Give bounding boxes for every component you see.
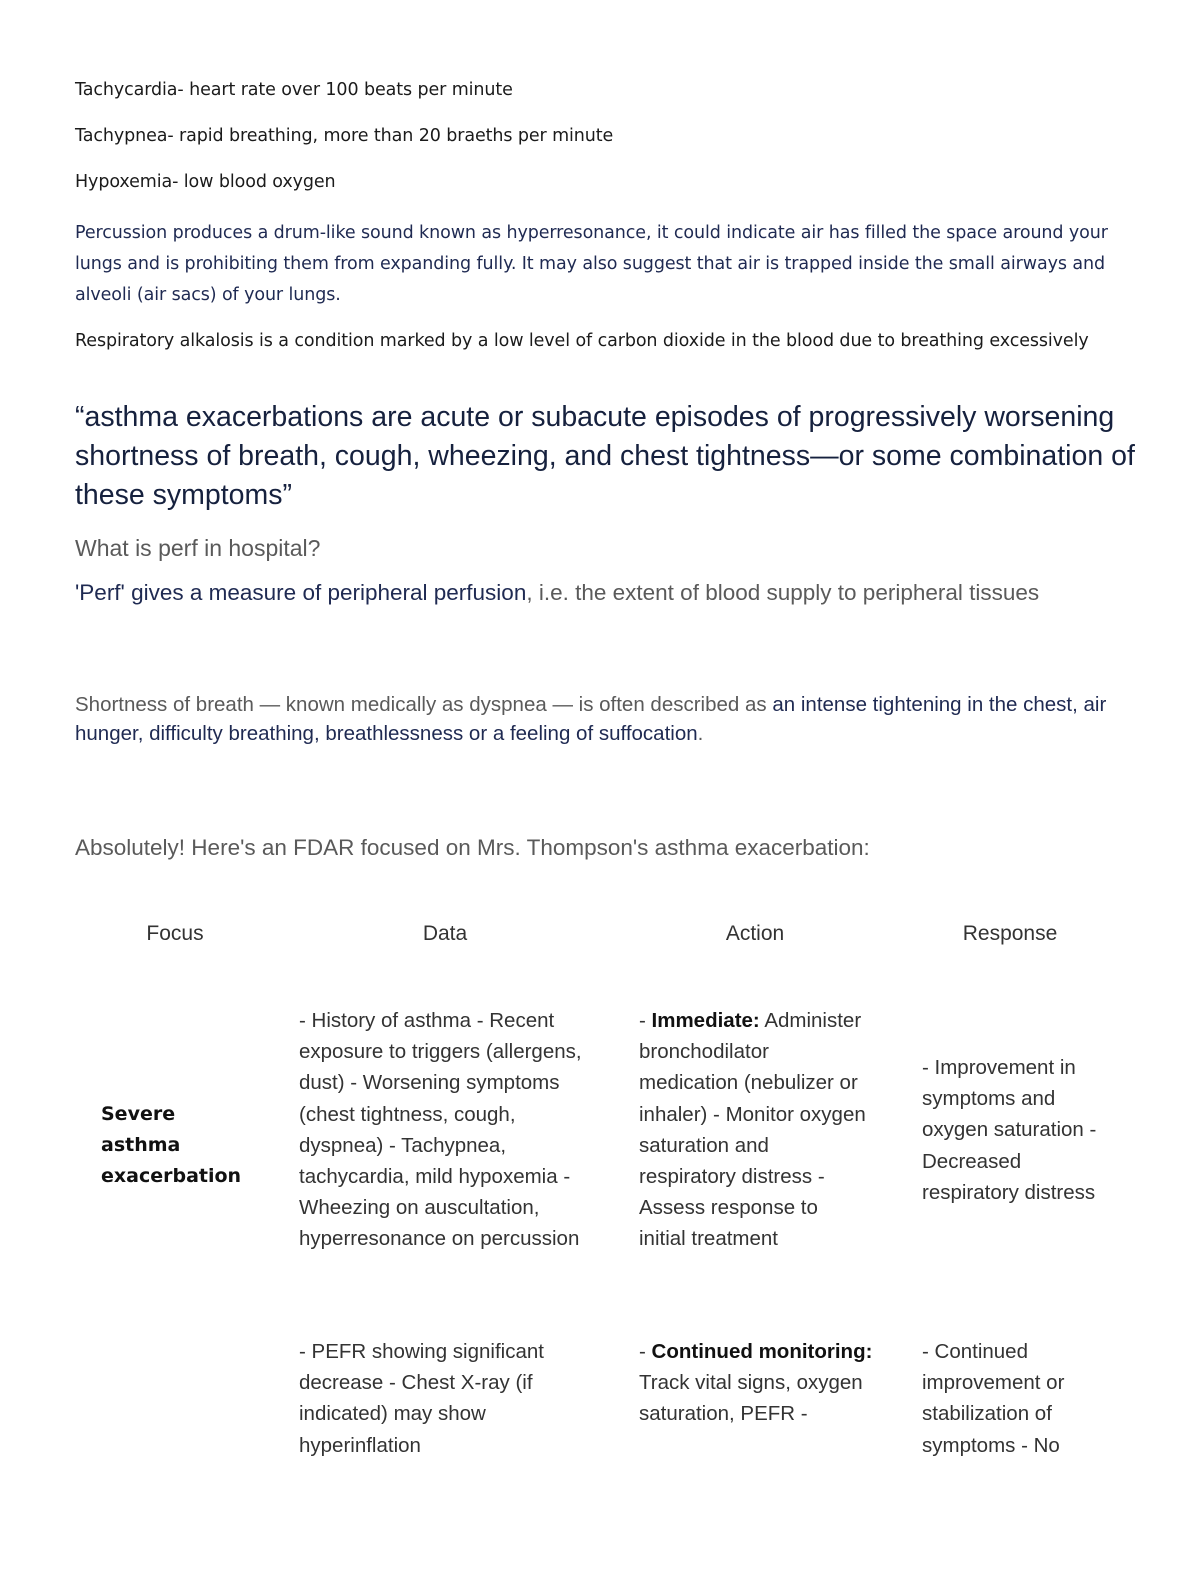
- definition-tachypnea: Tachypnea- rapid breathing, more than 20 braeths per minute: [75, 126, 614, 146]
- row1-data: - History of asthma - Recent exposure to triggers (allergens, dust) - Worsening symptoms (chest tightness, cough, dyspnea) - Tachypnea, tachycardia, mild hypoxemia - Wheezing on auscultation, hyperresonance on percussion: [299, 1009, 582, 1251]
- perf-answer: [75, 579, 1095, 607]
- row1-action-prefix: -: [639, 1009, 652, 1032]
- row1-action-text: Administer bronchodilator medication (nebulizer or inhaler) - Monitor oxygen saturation and respiratory distress - Assess response to initial treatment: [639, 1009, 866, 1251]
- dyspnea-intro: Shortness of breath — known medically as dyspnea — is often described as: [75, 693, 773, 716]
- row2-response: - Continued improvement or stabilization of symptoms - No: [922, 1340, 1065, 1457]
- header-data: Data: [422, 922, 468, 945]
- definition-tachycardia: Tachycardia- heart rate over 100 beats per minute: [75, 80, 513, 100]
- asthma-quote: “asthma exacerbations are acute or subacute episodes of progressively worsening shortness of breath, cough, wheezing, and chest tightness—or some combination of these symptoms”: [75, 401, 1135, 511]
- row2-action-prefix: -: [639, 1340, 652, 1363]
- fdar-intro: Absolutely! Here's an FDAR focused on Mrs. Thompson's asthma exacerbation:: [75, 835, 870, 860]
- row2-action-text: Track vital signs, oxygen saturation, PEFR -: [639, 1371, 863, 1426]
- row2-action: [639, 1336, 879, 1430]
- perf-answer-rest: , i.e. the extent of blood supply to peripheral tissues: [526, 580, 1040, 605]
- row2-data: - PEFR showing significant decrease - Chest X-ray (if indicated) may show hyperinflation: [299, 1340, 544, 1457]
- dyspnea-highlight: an intense tightening in the chest, air hunger, difficulty breathing, breathlessness or a feeling of suffocation: [75, 693, 1107, 745]
- definition-percussion: Percussion produces a drum-like sound known as hyperresonance, it could indicate air has filled the space around your lungs and is prohibiting them from expanding fully. It may also suggest that air is trapped inside the small airways and alveoli (air sacs) of your lungs.: [75, 223, 1108, 305]
- row1-focus: Severe asthma exacerbation: [101, 1103, 242, 1187]
- dyspnea-end: .: [697, 722, 704, 745]
- definition-hypoxemia: Hypoxemia- low blood oxygen: [75, 172, 336, 192]
- header-focus: Focus: [146, 922, 204, 945]
- header-response: Response: [962, 922, 1058, 945]
- row1-action: [639, 1005, 869, 1255]
- definition-respiratory-alkalosis: Respiratory alkalosis is a condition marked by a low level of carbon dioxide in the blood due to breathing excessively: [75, 331, 1089, 351]
- row2-action-bold: Continued monitoring:: [651, 1340, 873, 1363]
- header-action: Action: [725, 922, 785, 945]
- perf-question: What is perf in hospital?: [75, 535, 321, 561]
- row1-response: - Improvement in symptoms and oxygen saturation - Decreased respiratory distress: [922, 1056, 1097, 1204]
- row1-action-bold: Immediate:: [651, 1009, 760, 1032]
- perf-answer-highlight: 'Perf' gives a measure of peripheral perfusion: [75, 580, 527, 605]
- dyspnea-paragraph: [75, 690, 1115, 748]
